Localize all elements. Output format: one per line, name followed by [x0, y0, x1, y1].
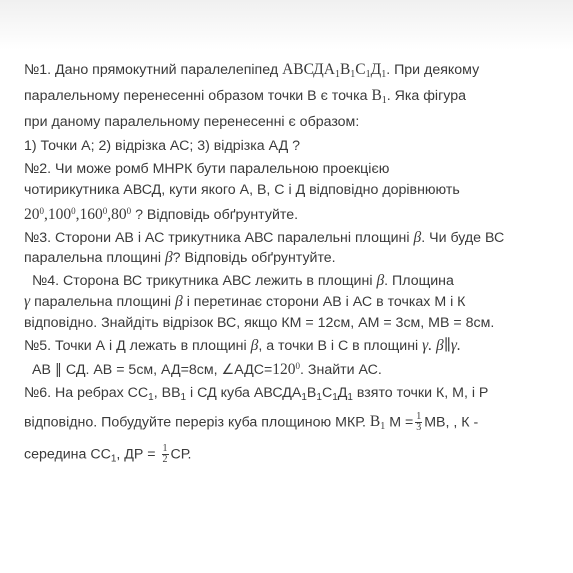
problem-5-number: №5. — [24, 337, 52, 354]
problem-6-line-2: відповідно. Побудуйте переріз куба площиною МКР. $В_1$ М = $\frac{1}{3}$ МВ, , К - — [24, 410, 479, 433]
fraction-one-third: $\frac{1}{3}$ — [416, 410, 422, 433]
problem-sheet — [24, 60, 559, 470]
problem-2-number: №2. — [24, 161, 52, 178]
problem-4-line-2: γ паралельна площині β і перетинає сторони АВ і АС в точках М і К — [24, 292, 466, 310]
problem-3-number: №3. — [24, 229, 52, 246]
problem-5-line-1: №5. Точки А і Д лежать в площині β, а точки В і С в площині γ. β∥γ. — [24, 336, 461, 354]
problem-4-line-3: відповідно. Знайдіть відрізок ВС, якщо КМ = 12см, АМ = 3см, МВ = 8см. — [24, 314, 495, 331]
problem-6-number: №6. — [24, 385, 52, 402]
problem-1-line-1: №1. Дано прямокутний паралелепіпед $АВСДА_1В_1С_1Д_1$. При деякому — [24, 61, 480, 80]
problem-5-line-2: АВ ∥ СД. АВ = 5см, АД=8см, $\angle АДС=120^0$. Знайти АС. — [32, 361, 382, 379]
problem-3-line-1: №3. Сторони АВ і АС трикутника АВС паралельні площині β. Чи буде ВС — [24, 228, 505, 246]
problem-4-line-1: №4. Сторона ВС трикутника АВС лежить в площині β. Площина — [32, 272, 454, 290]
problem-3-line-2: паралельна площині β? Відповідь обґрунтуйте. — [24, 249, 336, 267]
problem-6-line-1: №6. На ребрах $СС_1$, $ВВ_1$ і СД куба $АВСДА_1В_1С_1Д_1$ взято точки К, М, і Р — [24, 385, 489, 404]
problem-2-line-1: №2. Чи може ромб МНРК бути паралельною проекцією — [24, 161, 390, 178]
problem-1-line-4: 1) Точки А; 2) відрізка АС; 3) відрізка АД ? — [24, 138, 301, 155]
problem-2-line-2: чотирикутника АВСД, кути якого А, В, С і Д відповідно дорівнюють — [24, 181, 460, 198]
problem-1-line-3: при даному паралельному перенесенні є образом: — [24, 113, 360, 130]
problem-1-number: №1. — [24, 62, 52, 78]
problem-6-line-3: середина $СС_1$, ДР = $\frac{1}{2}$ СР. — [24, 443, 192, 465]
top-shadow — [0, 0, 573, 50]
problem-2-line-3: $20^0,100^0,160^0,80^0$ ? Відповідь обґрунтуйте. — [24, 205, 299, 223]
problem-1-line-2: паралельному перенесенні образом точки В є точка $В_1$. Яка фігура — [24, 86, 466, 106]
problem-4-number: №4. — [32, 273, 60, 290]
fraction-one-half: $\frac{1}{2}$ — [162, 443, 168, 465]
